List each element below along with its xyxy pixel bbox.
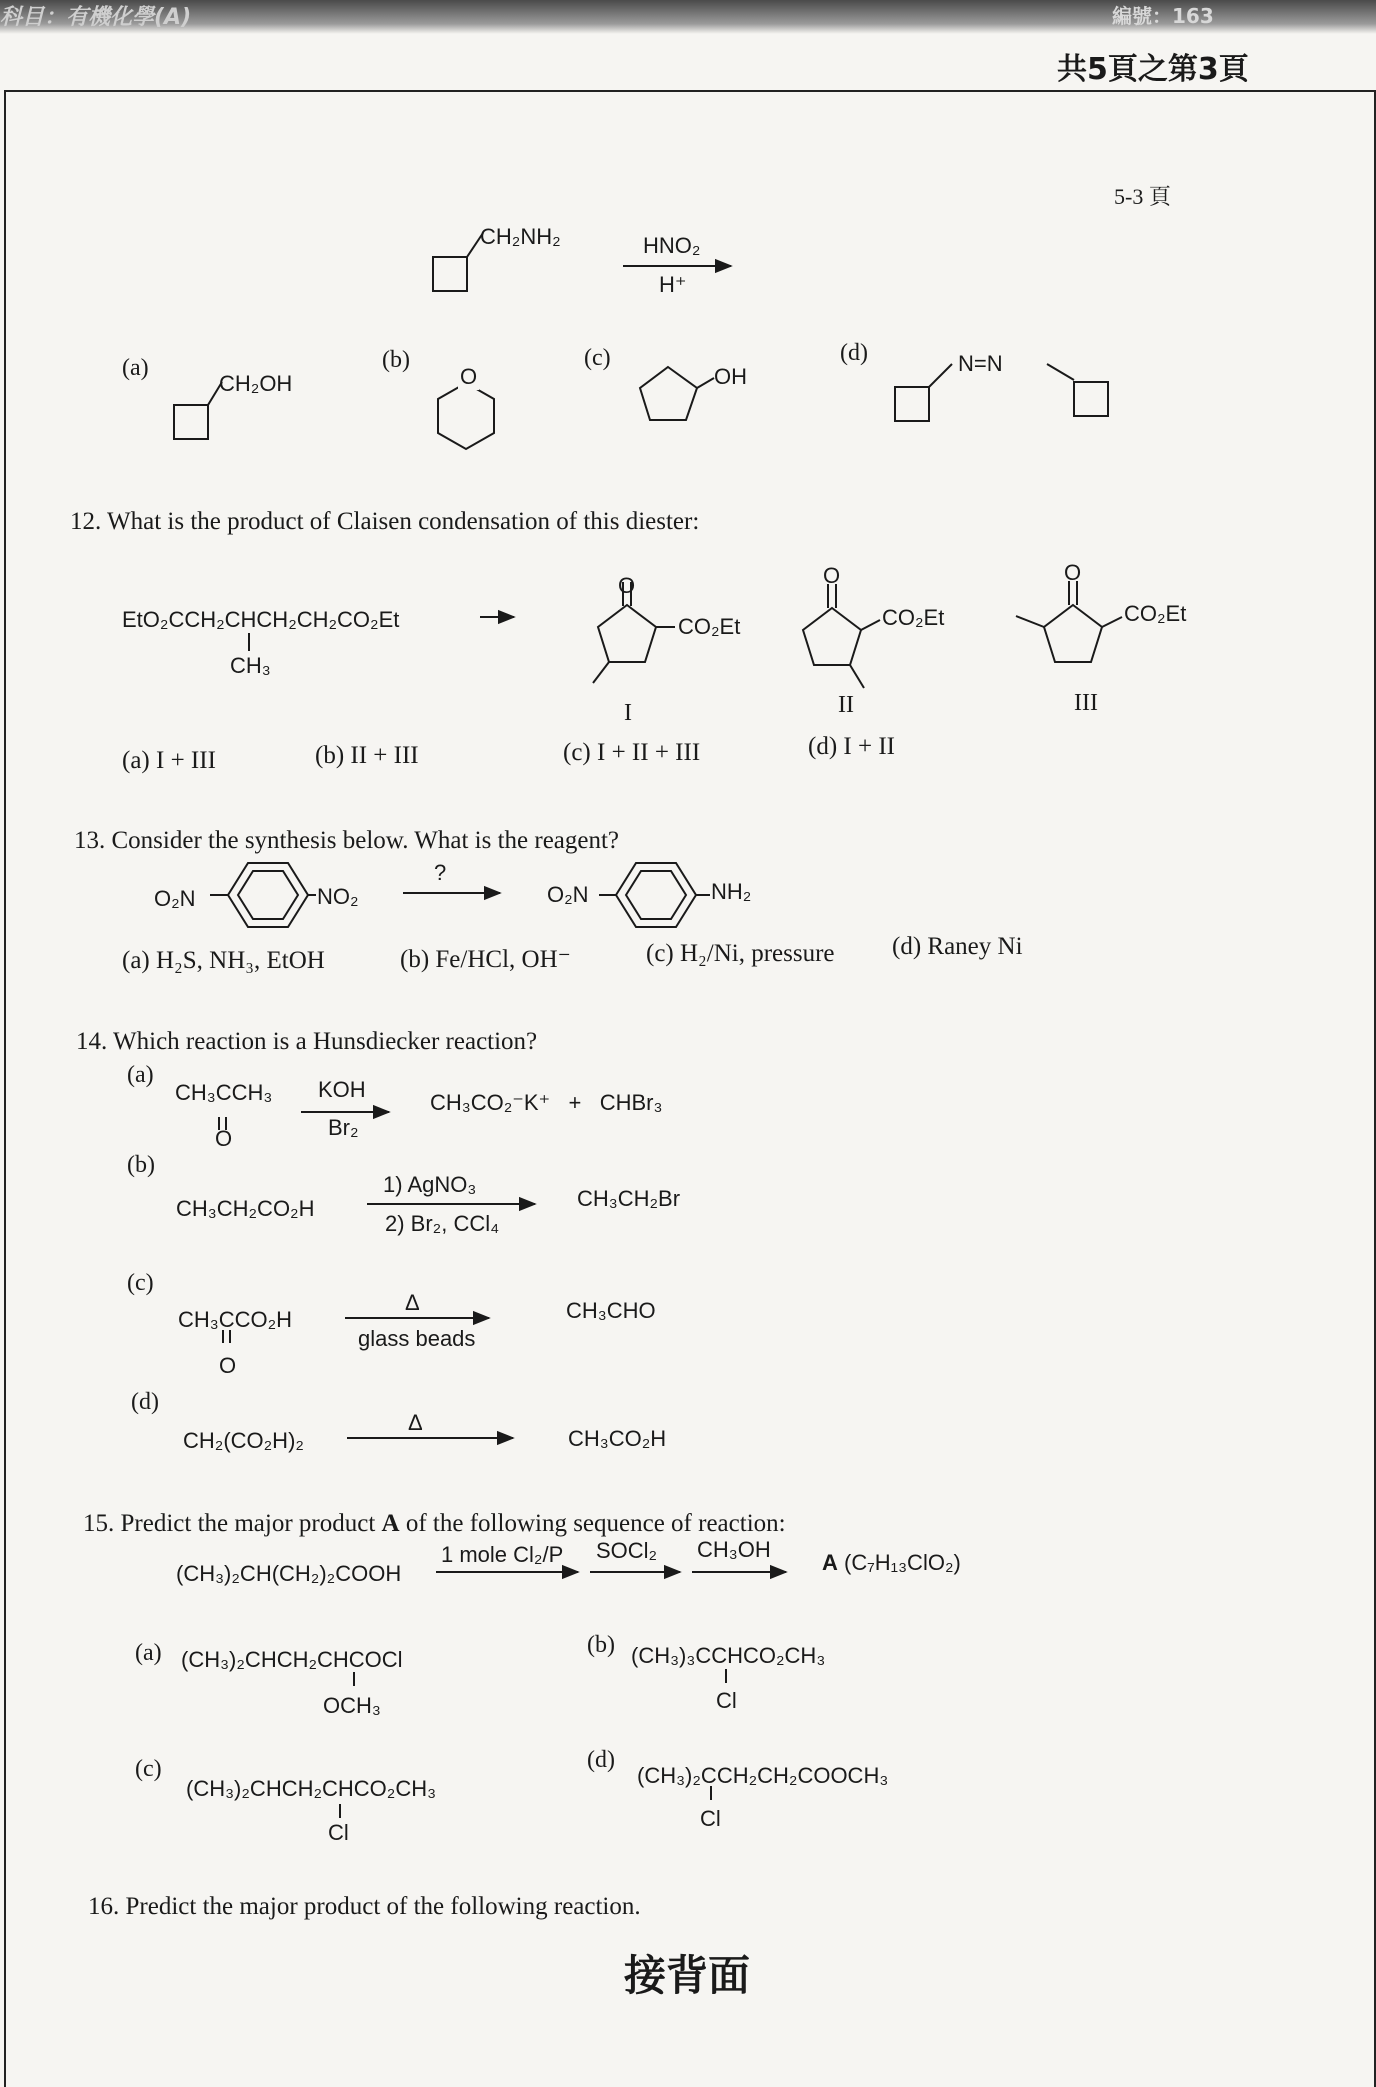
- q11-option-d-azo: N=N: [958, 351, 1003, 376]
- q15-b-sub: Cl: [716, 1688, 737, 1713]
- q12-option-c: (c) I + II + III: [563, 739, 701, 766]
- q12-II-carbonyl-o: O: [823, 563, 841, 588]
- q13-option-a: (a) H₂S, NH₃, EtOH: [122, 947, 325, 974]
- q11-oxane-ring: [438, 383, 494, 449]
- q12-diester: EtO₂CCH₂CHCH₂CH₂CO₂Et: [122, 607, 400, 632]
- q13-reagent: ?: [434, 860, 447, 885]
- q13-reactant-left: O₂N: [154, 886, 196, 911]
- q13-option-b: (b) Fe/HCl, OH⁻: [400, 946, 571, 973]
- q11-option-b-oxygen: O: [460, 364, 478, 389]
- q15-c-sub: Cl: [328, 1820, 349, 1845]
- header-right-blurred: 編號：163: [1112, 4, 1214, 28]
- q14-b-reagent-top: 1) AgNO₃: [383, 1172, 477, 1197]
- q15-question: [83, 1510, 786, 1538]
- q12-ring-I: [598, 605, 656, 662]
- q13-option-c: (c) H₂/Ni, pressure: [646, 940, 835, 967]
- q12-III-carbonyl-o: O: [1064, 560, 1082, 585]
- q15-b-label: (b): [587, 1632, 615, 1658]
- q15-step3: CH₃OH: [697, 1537, 771, 1562]
- q14-d-reactant: CH₂(CO₂H)₂: [183, 1428, 304, 1453]
- q15-step1: 1 mole Cl₂/P: [441, 1542, 564, 1567]
- q13-product-left: O₂N: [547, 882, 589, 907]
- q11-option-a-group: CH₂OH: [219, 371, 293, 396]
- q14-a-reactant-oxygen: O: [215, 1126, 233, 1151]
- q13-benzene-reactant: [228, 863, 308, 927]
- q12-ring-III: [1044, 605, 1102, 662]
- q15-d-label: (d): [587, 1747, 615, 1773]
- q11-reagent-top: HNO₂: [643, 233, 701, 258]
- q14-d-label: (d): [131, 1389, 159, 1415]
- continue-on-back: 接背面: [624, 1951, 751, 2000]
- q14-question: 14. Which reaction is a Hunsdiecker reaction?: [76, 1028, 538, 1055]
- q14-b-label: (b): [127, 1152, 155, 1178]
- q11-option-a-label: (a): [122, 355, 149, 381]
- q14-c-reactant-oxygen: O: [219, 1353, 237, 1378]
- q12-option-d: (d) I + II: [808, 733, 895, 760]
- q14-c-reactant: CH₃CCO₂H: [178, 1307, 293, 1332]
- q15-c-label: (c): [135, 1756, 162, 1782]
- q14-d-reagent-top: Δ: [408, 1410, 423, 1435]
- q14-a-label: (a): [127, 1062, 154, 1088]
- q14-a-reagent-bottom: Br₂: [328, 1115, 359, 1140]
- q15-product: [822, 1550, 961, 1576]
- q15-a-main: (CH₃)₂CHCH₂CHCOCl: [181, 1647, 403, 1672]
- q12-I-ester: CO₂Et: [678, 614, 741, 639]
- q15-question-prefix: 15. Predict the major product: [83, 1510, 376, 1537]
- header-left-blurred: 科目：有機化學(A): [0, 5, 192, 30]
- q14-c-label: (c): [127, 1270, 154, 1296]
- q15-c-main: (CH₃)₂CHCH₂CHCO₂CH₃: [186, 1776, 437, 1801]
- q11-cyclobutane: [433, 257, 467, 291]
- q16-question: 16. Predict the major product of the following reaction.: [88, 1893, 641, 1920]
- q12-II-label: II: [838, 692, 854, 718]
- q15-step2: SOCl₂: [596, 1538, 658, 1563]
- q12-question: 12. What is the product of Claisen condensation of this diester:: [70, 508, 700, 535]
- q15-d-sub: Cl: [700, 1806, 721, 1831]
- q11-cyclopentane-ring: [640, 367, 697, 420]
- q14-a-reactant: CH₃CCH₃: [175, 1080, 273, 1105]
- q11-option-c-group: OH: [714, 364, 747, 389]
- q14-a-reagent-top: KOH: [318, 1077, 366, 1102]
- q15-b-main: (CH₃)₃CCHCO₂CH₃: [631, 1643, 826, 1668]
- q15-reactant: (CH₃)₂CH(CH₂)₂COOH: [176, 1561, 402, 1586]
- q13-benzene-product: [616, 863, 696, 927]
- q12-ring-II: [803, 608, 861, 665]
- q11-reagent-bottom: H⁺: [659, 272, 687, 297]
- q15-question-suffix: of the following sequence of reaction:: [405, 1510, 786, 1537]
- q13-reactant-right: NO₂: [317, 884, 359, 909]
- q12-diester-methyl: CH₃: [230, 653, 271, 678]
- q15-a-sub: OCH₃: [323, 1693, 381, 1718]
- q11-option-d-label: (d): [840, 340, 868, 366]
- q15-product-formula: (C₇H₁₃ClO₂): [844, 1550, 961, 1575]
- q14-b-product: CH₃CH₂Br: [577, 1186, 681, 1211]
- q12-I-carbonyl-o: O: [618, 573, 636, 598]
- q13-question: 13. Consider the synthesis below. What is the reagent?: [74, 827, 620, 854]
- q13-product-right: NH₂: [711, 879, 752, 904]
- q15-d-main: (CH₃)₂CCH₂CH₂COOCH₃: [637, 1763, 889, 1788]
- q12-I-label: I: [624, 700, 632, 726]
- q14-c-reagent-bottom: glass beads: [358, 1326, 476, 1351]
- q14-c-reagent-top: Δ: [405, 1290, 420, 1315]
- q14-d-product: CH₃CO₂H: [568, 1426, 667, 1451]
- q12-option-a: (a) I + III: [122, 747, 216, 774]
- q15-a-label: (a): [135, 1640, 162, 1666]
- page-reference: 5-3 頁: [1114, 184, 1171, 209]
- q11-reactant-group: CH₂NH₂: [480, 224, 561, 249]
- q14-b-reagent-bottom: 2) Br₂, CCl₄: [385, 1211, 500, 1236]
- q11-option-b-label: (b): [382, 347, 410, 373]
- page-count: 共5頁之第3頁: [1057, 52, 1249, 87]
- q12-II-ester: CO₂Et: [882, 605, 945, 630]
- q12-III-ester: CO₂Et: [1124, 601, 1187, 626]
- q11-option-c-label: (c): [584, 345, 611, 371]
- q15-question-bold: A: [381, 1510, 400, 1537]
- q14-b-reactant: CH₃CH₂CO₂H: [176, 1196, 315, 1221]
- q12-III-label: III: [1074, 690, 1098, 716]
- q12-option-b: (b) II + III: [315, 742, 419, 769]
- q13-option-d: (d) Raney Ni: [892, 933, 1023, 960]
- q14-a-products: CH₃CO₂⁻K⁺ + CHBr₃: [430, 1090, 663, 1115]
- q14-c-product: CH₃CHO: [566, 1298, 656, 1323]
- q15-product-bold: A: [822, 1550, 838, 1575]
